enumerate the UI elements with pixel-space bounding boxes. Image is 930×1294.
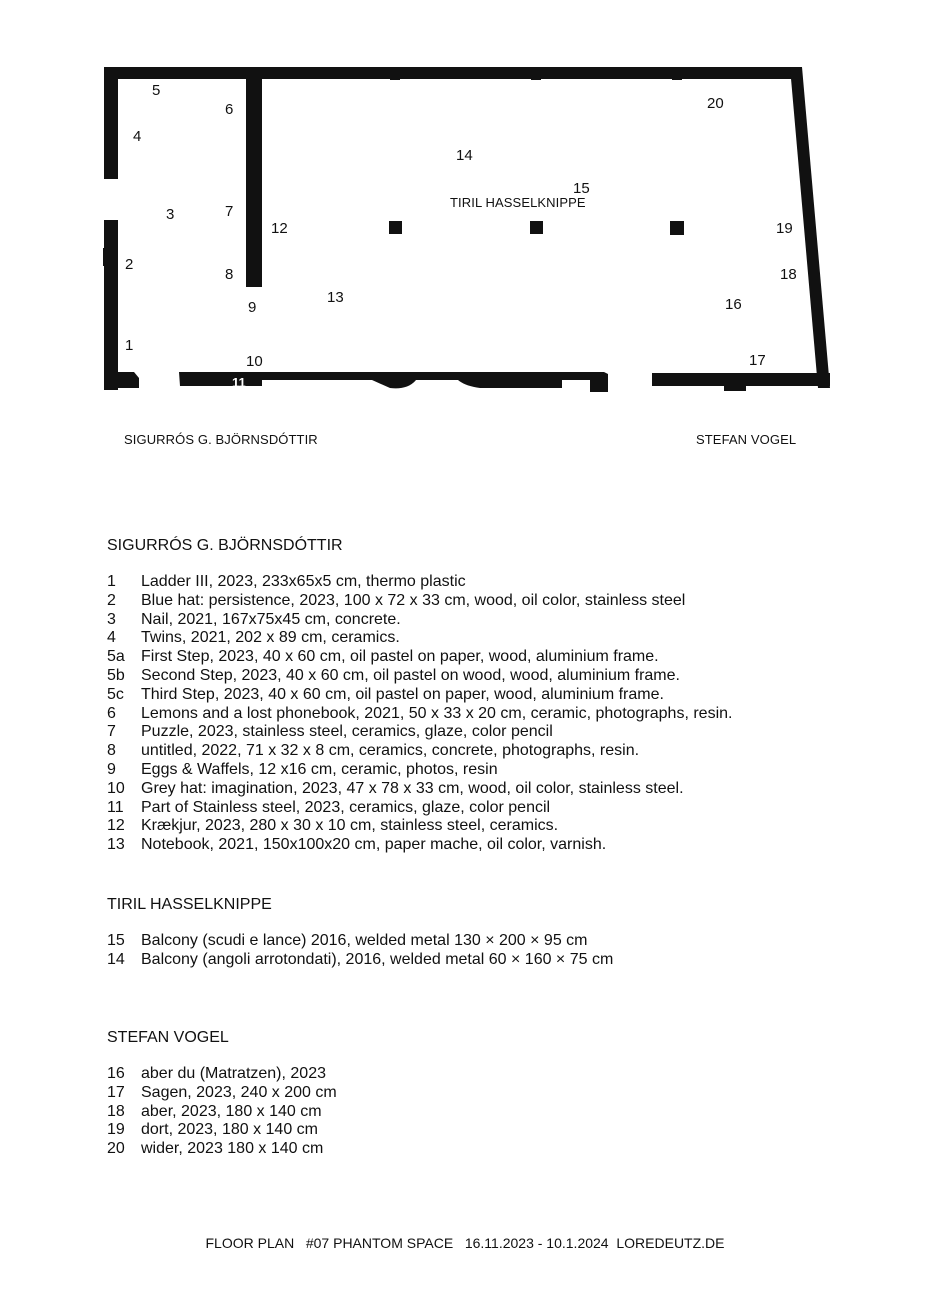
plan-marker-4: 4 [133,128,142,145]
item-description: untitled, 2022, 71 x 32 x 8 cm, ceramics, concrete, photographs, resin. [141,742,640,760]
list-item [107,761,732,780]
item-description: Third Step, 2023, 40 x 60 cm, oil pastel on paper, wood, aluminium frame. [141,685,664,703]
list-item [107,611,732,630]
artist-section-hasselknippe [107,896,613,970]
wall-top [104,67,802,79]
item-number: 5a [107,648,125,666]
list-item [107,836,732,855]
item-number: 7 [107,723,116,741]
item-description: Eggs & Waffels, 12 x16 cm, ceramic, photos, resin [141,760,498,778]
item-number: 5b [107,666,125,684]
list-item [107,705,732,724]
list-item [107,686,732,705]
item-description: aber du (Matratzen), 2023 [141,1065,326,1082]
footer-caption: FLOOR PLAN #07 PHANTOM SPACE 16.11.2023 - 10.1.2024 LOREDEUTZ.DE [205,1235,725,1251]
plan-marker-6: 6 [225,101,234,118]
item-description: Second Step, 2023, 40 x 60 cm, oil pastel on wood, wood, aluminium frame. [141,666,680,684]
list-item [107,951,613,970]
plan-marker-17: 17 [749,352,766,369]
artwork-list [107,1065,337,1159]
plan-marker-10: 10 [246,353,263,370]
section-title: STEFAN VOGEL [107,1029,229,1046]
item-number: 9 [107,760,116,778]
item-number: 1 [107,573,116,590]
plan-marker-14: 14 [456,147,473,164]
plan-marker-1: 1 [125,337,134,354]
item-description: Grey hat: imagination, 2023, 47 x 78 x 33 cm, wood, oil color, stainless steel. [141,779,684,797]
column [670,221,684,235]
item-number: 5c [107,685,124,703]
list-item [107,1084,337,1103]
list-item [107,799,732,818]
item-description: Notebook, 2021, 150x100x20 cm, paper mache, oil color, varnish. [141,836,607,854]
list-item [107,932,613,951]
artist-section-bjornsdottir [107,537,732,855]
item-number: 3 [107,610,116,628]
item-description: Balcony (angoli arrotondati), 2016, welded metal 60 × 160 × 75 cm [141,950,614,968]
plan-marker-9: 9 [248,299,257,316]
item-description: Sagen, 2023, 240 x 200 cm [141,1083,337,1101]
list-item [107,1103,337,1122]
item-number: 14 [107,950,125,968]
artist-section-vogel [107,1029,337,1159]
item-description: wider, 2023 180 x 140 cm [141,1140,324,1158]
list-item [107,629,732,648]
list-item [107,648,732,667]
list-item [107,1065,337,1084]
item-number: 10 [107,779,125,797]
plan-marker-12: 12 [271,220,288,237]
item-description: dort, 2023, 180 x 140 cm [141,1121,318,1139]
wall-bottom-left [104,372,139,388]
item-number: 12 [107,817,125,835]
wall-left-upper [104,67,118,179]
plan-marker-20: 20 [707,95,724,112]
item-number: 19 [107,1121,125,1139]
column [389,221,402,234]
item-number: 13 [107,836,125,854]
item-description: Balcony (scudi e lance) 2016, welded metal 130 × 200 × 95 cm [141,932,588,949]
list-item [107,667,732,686]
section-title: TIRIL HASSELKNIPPE [107,896,272,913]
item-number: 6 [107,704,116,722]
list-item [107,573,732,592]
item-description: Ladder III, 2023, 233x65x5 cm, thermo plastic [141,573,466,590]
plan-marker-3: 3 [166,206,175,223]
plan-marker-15: 15 [573,180,590,197]
item-number: 17 [107,1083,125,1101]
plan-marker-11: 11 [232,375,246,390]
list-item [107,723,732,742]
wall-left-lower [104,220,118,390]
plan-artist-center: TIRIL HASSELKNIPPE [450,195,586,210]
item-number: 2 [107,591,116,609]
item-description: Part of Stainless steel, 2023, ceramics, glaze, color pencil [141,798,551,816]
plan-artist-left: SIGURRÓS G. BJÖRNSDÓTTIR [124,432,318,447]
wall-partition [246,67,262,287]
column [530,221,543,234]
list-item [107,1140,337,1159]
artwork-list [107,932,613,970]
artwork-list [107,573,732,855]
plan-marker-5: 5 [152,82,161,99]
item-number: 20 [107,1140,125,1158]
item-number: 11 [107,798,124,816]
plan-marker-2: 2 [125,256,134,273]
item-description: Nail, 2021, 167x75x45 cm, concrete. [141,610,401,628]
plan-marker-13: 13 [327,289,344,306]
item-number: 15 [107,932,125,949]
item-description: Puzzle, 2023, stainless steel, ceramics, glaze, color pencil [141,723,553,741]
item-number: 8 [107,742,116,760]
plan-marker-16: 16 [725,296,742,313]
list-item [107,742,732,761]
item-number: 4 [107,629,116,647]
section-title: SIGURRÓS G. BJÖRNSDÓTTIR [107,537,343,554]
list-item [107,817,732,836]
list-item [107,780,732,799]
item-number: 18 [107,1102,125,1120]
plan-artist-right: STEFAN VOGEL [696,432,797,447]
item-description: Krækjur, 2023, 280 x 30 x 10 cm, stainless steel, ceramics. [141,817,559,835]
item-description: Twins, 2021, 202 x 89 cm, ceramics. [141,629,400,647]
plan-marker-18: 18 [780,266,797,283]
item-description: Blue hat: persistence, 2023, 100 x 72 x 33 cm, wood, oil color, stainless steel [141,591,686,609]
item-number: 16 [107,1065,125,1082]
item-description: aber, 2023, 180 x 140 cm [141,1102,322,1120]
plan-marker-7: 7 [225,203,234,220]
wall-right [790,67,830,388]
item-description: First Step, 2023, 40 x 60 cm, oil pastel on paper, wood, aluminium frame. [141,648,659,666]
list-item [107,1121,337,1140]
plan-marker-19: 19 [776,220,793,237]
plan-marker-8: 8 [225,266,234,283]
item-description: Lemons and a lost phonebook, 2021, 50 x 33 x 20 cm, ceramic, photographs, resin. [141,704,733,722]
list-item [107,592,732,611]
